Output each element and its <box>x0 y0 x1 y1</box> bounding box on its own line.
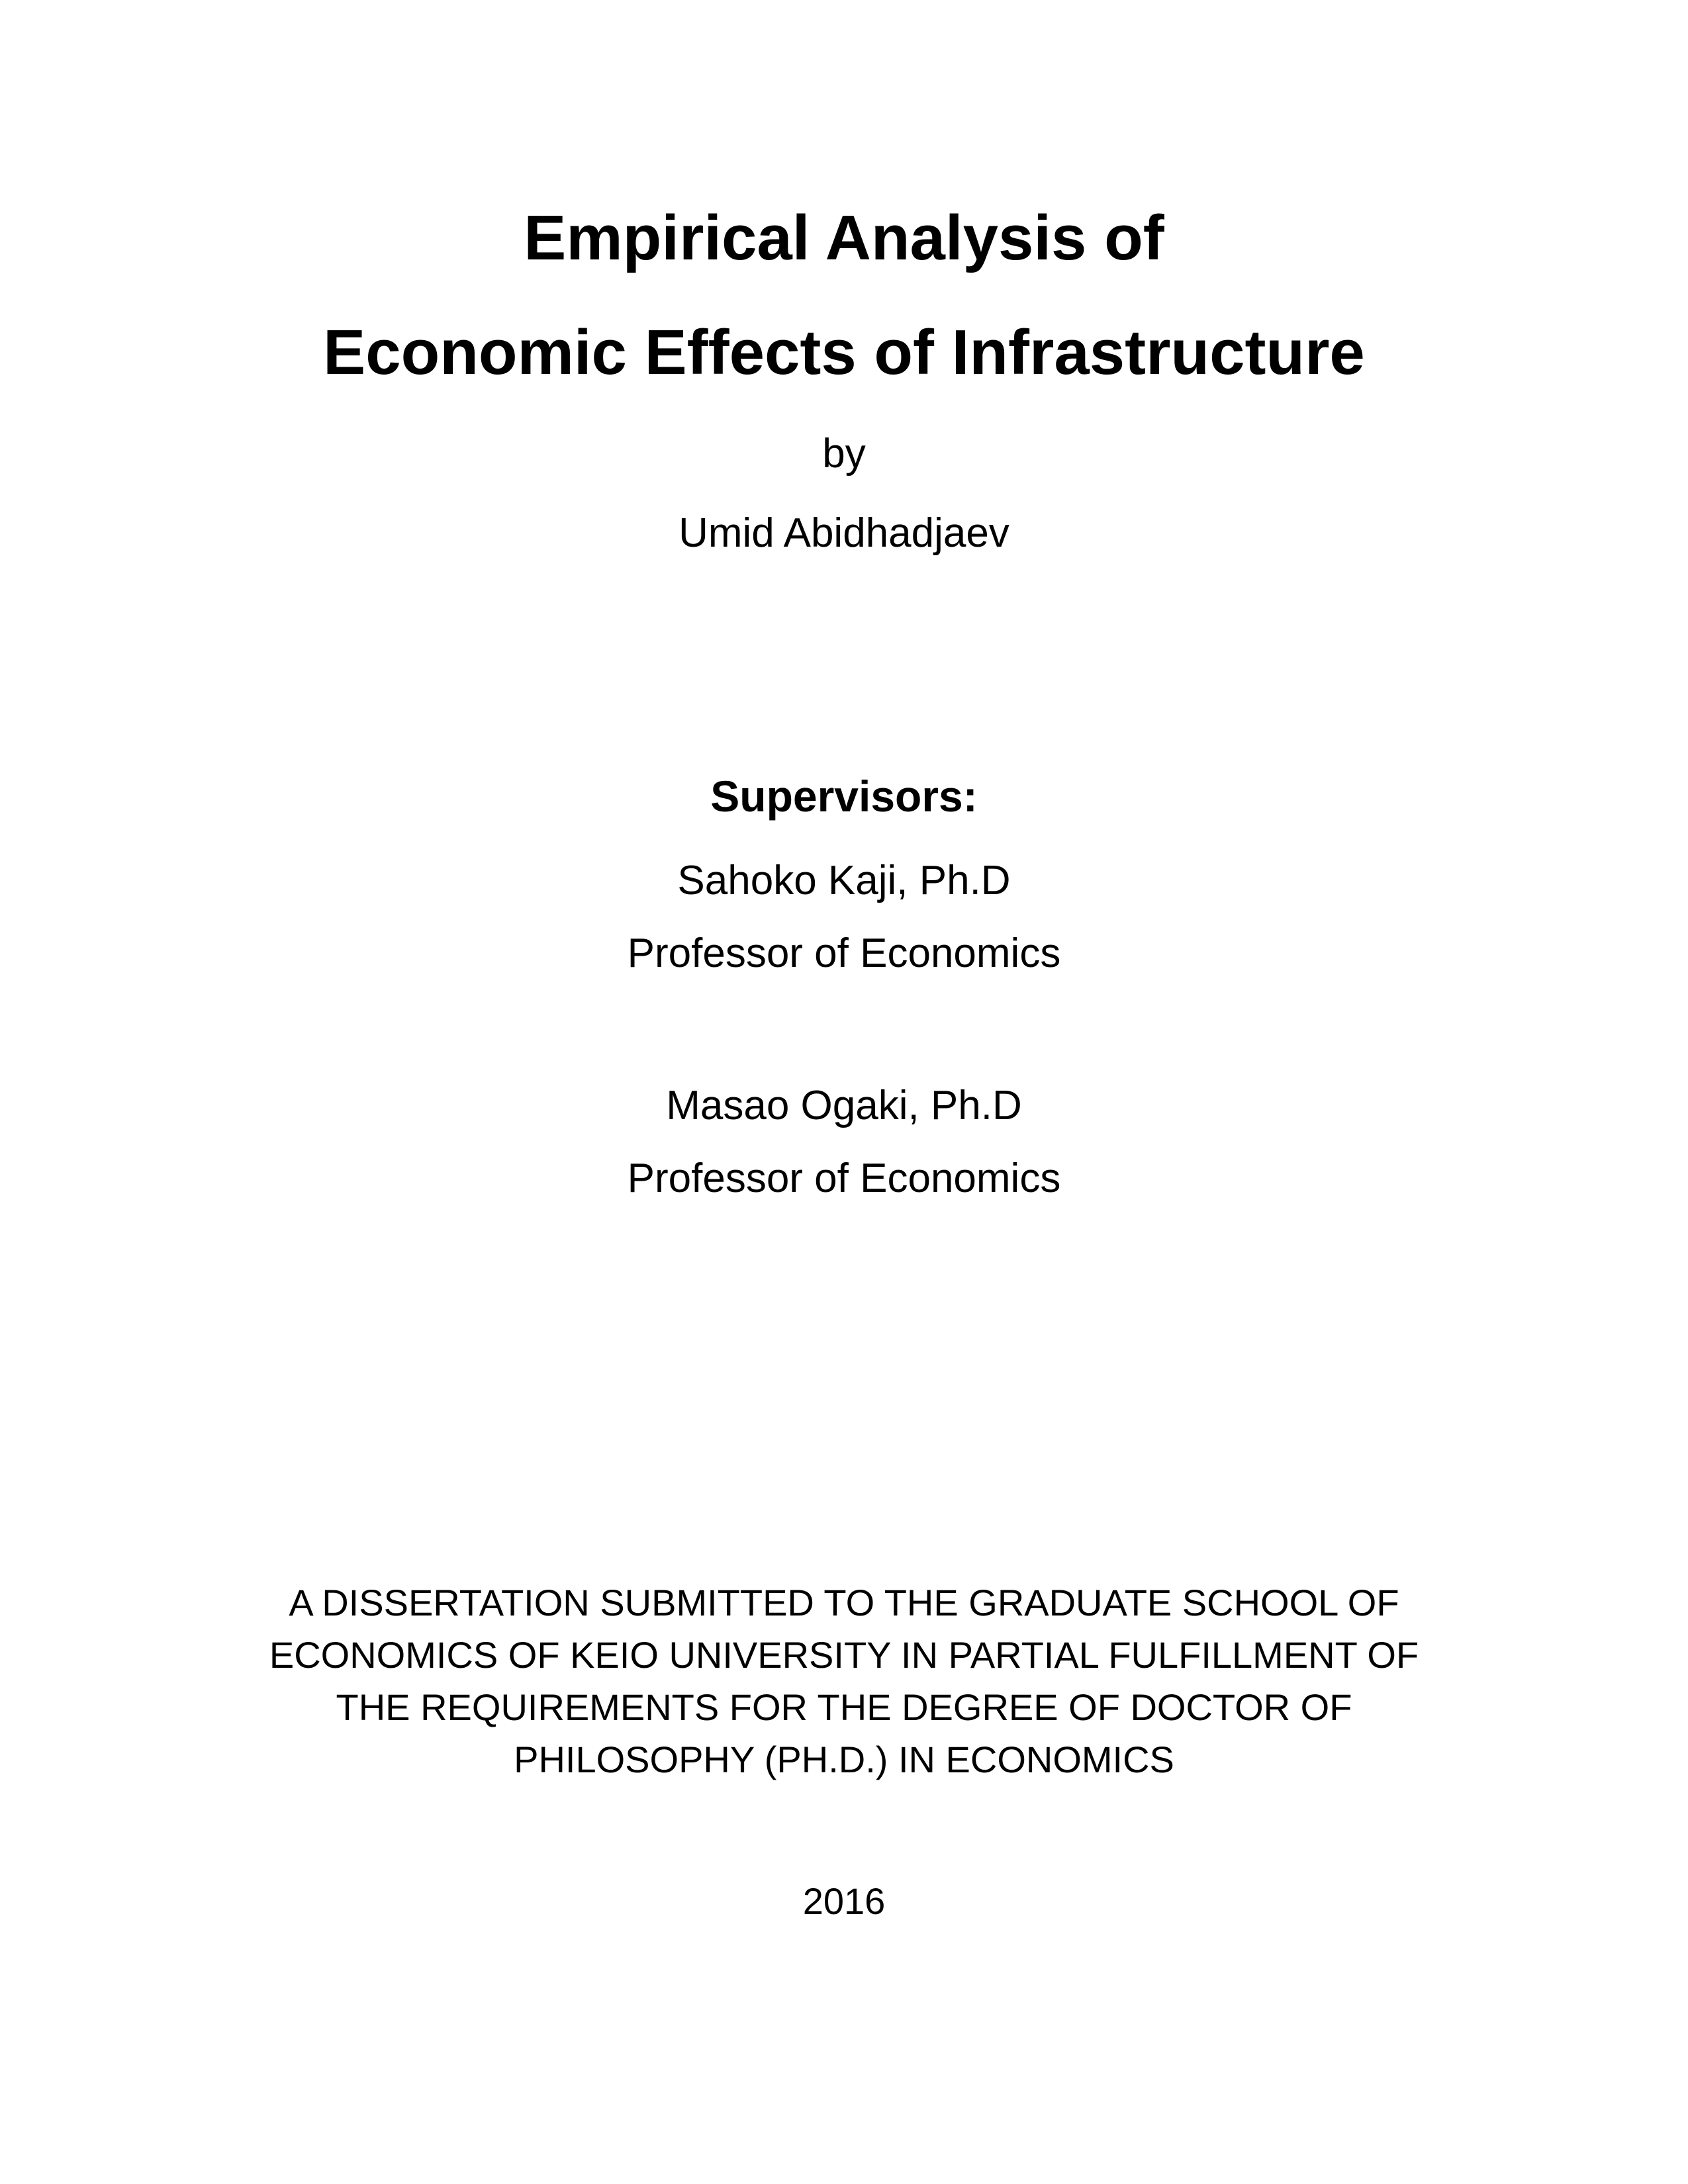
statement-line-1: A DISSERTATION SUBMITTED TO THE GRADUATE SCHOOL OF <box>289 1582 1399 1623</box>
statement-line-3: THE REQUIREMENTS FOR THE DEGREE OF DOCTOR OF <box>336 1686 1352 1728</box>
author-name: Umid Abidhadjaev <box>679 510 1009 556</box>
statement-line-2: ECONOMICS OF KEIO UNIVERSITY IN PARTIAL FULFILLMENT OF <box>269 1634 1419 1676</box>
by-label: by <box>822 431 866 477</box>
dissertation-statement <box>0 1576 1688 1786</box>
supervisor-title-1: Professor of Economics <box>627 931 1061 976</box>
thesis-title-line-1: Empirical Analysis of <box>524 203 1164 273</box>
supervisor-name-1: Sahoko Kaji, Ph.D <box>677 858 1011 903</box>
statement-line-4: PHILOSOPHY (PH.D.) IN ECONOMICS <box>514 1739 1174 1780</box>
supervisor-title-2: Professor of Economics <box>627 1156 1061 1201</box>
thesis-title-line-2: Economic Effects of Infrastructure <box>323 317 1365 388</box>
submission-year: 2016 <box>802 1880 886 1922</box>
supervisor-name-2: Masao Ogaki, Ph.D <box>666 1083 1022 1128</box>
supervisors-heading: Supervisors: <box>710 772 978 821</box>
